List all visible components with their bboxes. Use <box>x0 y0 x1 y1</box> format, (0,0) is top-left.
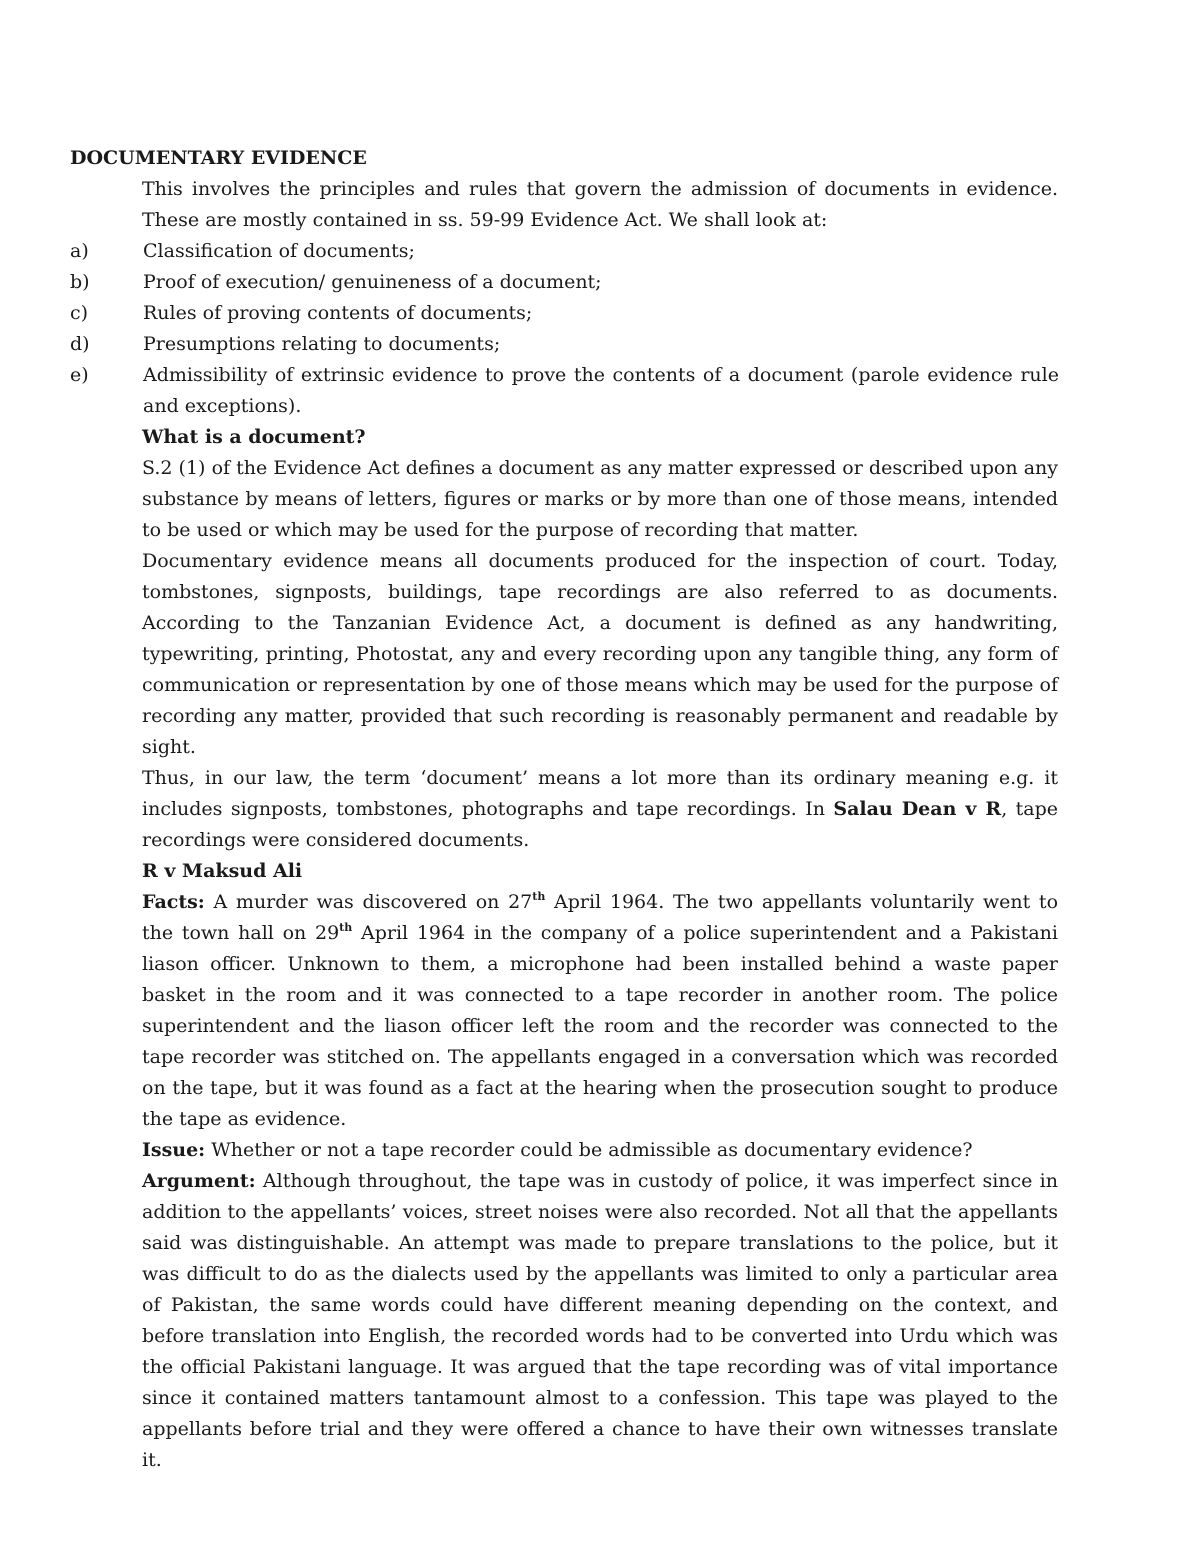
list-item <box>70 329 1059 360</box>
list-item-text: Classification of documents; <box>143 240 415 262</box>
document-page <box>70 140 1060 1476</box>
list-marker: b) <box>70 271 90 293</box>
case-name-salau-dean: Salau Dean v R <box>833 798 1002 820</box>
list-item <box>70 267 1059 298</box>
argument-label: Argument: <box>142 1170 256 1192</box>
section-heading-what-is-document: What is a document? <box>142 426 366 448</box>
facts-paragraph <box>142 887 1058 1135</box>
list-item-text: Presumptions relating to documents; <box>143 333 501 355</box>
thus-text-after: , tape recordings were considered documents. <box>142 798 1058 851</box>
list-item-text: Admissibility of extrinsic evidence to prove the contents of a document (parole evidence rule and exceptions). <box>143 364 1059 417</box>
document-body <box>70 174 1058 236</box>
issue-text: Whether or not a tape recorder could be admissible as documentary evidence? <box>205 1139 973 1161</box>
list-item <box>70 360 1059 422</box>
thus-text-before: Thus, in our law, the term ‘document’ means a lot more than its ordinary meaning e.g. it includes signposts, tombstones, photographs and tape recordings. In <box>142 767 1058 820</box>
argument-paragraph <box>142 1166 1058 1476</box>
facts-label: Facts: <box>142 891 205 913</box>
list-marker: d) <box>70 333 90 355</box>
case-heading: R v Maksud Ali <box>142 860 303 882</box>
list-item <box>70 298 1059 329</box>
definition-paragraph: S.2 (1) of the Evidence Act defines a document as any matter expressed or described upon any substance by means of letters, figures or marks or by more than one of those means, intended to be used or which may be used for the purpose of recording that matter. <box>142 457 1058 541</box>
facts-sup: th <box>339 920 353 934</box>
facts-text: April 1964. The two appellants voluntarily went to the town hall on 29 <box>142 891 1059 944</box>
issue-label: Issue: <box>142 1139 206 1161</box>
list-marker: a) <box>70 240 89 262</box>
list-item-text: Rules of proving contents of documents; <box>143 302 533 324</box>
argument-text: Although throughout, the tape was in custody of police, it was imperfect since in addition to the appellants’ voices, street noises were also recorded. Not all that the appellants said was distinguishable. An attempt was made to prepare translations to the police, but it was difficult to do as the dialects used by the appellants was limited to only a particular area of Pakistan, the same words could have different meaning depending on the context, and before translation into English, the recorded words had to be converted into Urdu which was the official Pakistani language. It was argued that the tape recording was of vital importance since it contained matters tantamount almost to a confession. This tape was played to the appellants before trial and they were offered a chance to have their own witnesses translate it. <box>142 1170 1058 1471</box>
document-body-continued <box>70 422 1058 1476</box>
document-title: DOCUMENTARY EVIDENCE <box>70 147 367 169</box>
documentary-evidence-paragraph: Documentary evidence means all documents produced for the inspection of court. Today, tombstones, signposts, buildings, tape recordings are also referred to as documents. According to the Tanzanian Evidence Act, a document is defined as any handwriting, typewriting, printing, Photostat, any and every recording upon any tangible thing, any form of communication or representation by one of those means which may be used for the purpose of recording any matter, provided that such recording is reasonably permanent and readable by sight. <box>142 550 1058 758</box>
facts-text: A murder was discovered on 27 <box>204 891 533 913</box>
list-marker: e) <box>70 364 89 386</box>
intro-paragraph: This involves the principles and rules that govern the admission of documents in evidence. These are mostly contained in ss. 59-99 Evidence Act. We shall look at: <box>142 178 1058 231</box>
list-marker: c) <box>70 302 89 324</box>
facts-sup: th <box>532 889 546 903</box>
topics-list <box>70 236 1060 422</box>
issue-paragraph <box>142 1135 1058 1166</box>
list-item-text: Proof of execution/ genuineness of a document; <box>143 271 602 293</box>
thus-paragraph <box>142 763 1058 856</box>
facts-text: April 1964 in the company of a police superintendent and a Pakistani liason officer. Unknown to them, a microphone had been installed behind a waste paper basket in the room and it was connected to a tape recorder in another room. The police superintendent and the liason officer left the room and the recorder was connected to the tape recorder was stitched on. The appellants engaged in a conversation which was recorded on the tape, but it was found as a fact at the hearing when the prosecution sought to produce the tape as evidence. <box>142 922 1058 1130</box>
list-item <box>70 236 1059 267</box>
